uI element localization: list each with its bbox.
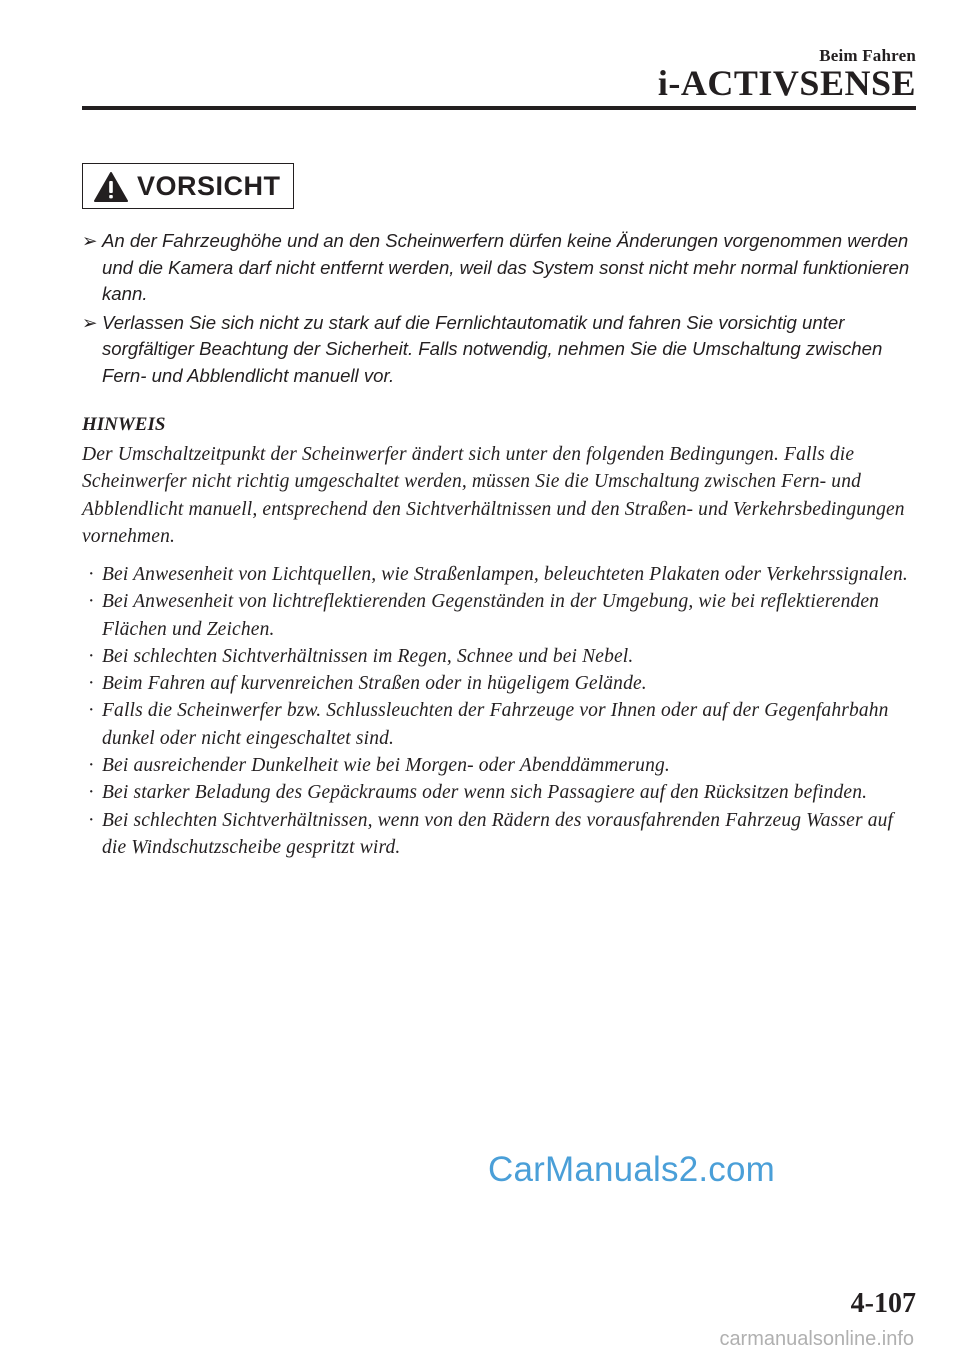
- page-number: 4-107: [850, 1288, 916, 1319]
- note-title: HINWEIS: [82, 414, 166, 435]
- section-title: Beim Fahren: [819, 46, 916, 65]
- condition-item: [82, 561, 912, 588]
- condition-text: Bei starker Beladung des Gepäckraums oder wenn sich Passagiere auf den Rücksitzen befinden.: [102, 782, 868, 804]
- dot-bullet-icon: ·: [88, 564, 95, 585]
- warning-triangle-icon: [93, 171, 129, 203]
- condition-item: [82, 588, 912, 643]
- condition-item: [82, 752, 912, 779]
- condition-text: Falls die Scheinwerfer bzw. Schlussleuchten der Fahrzeuge vor Ihnen oder auf der Gegenfahrbahn dunkel oder nicht eingeschaltet sind.: [102, 700, 889, 749]
- dot-bullet-icon: ·: [88, 591, 95, 613]
- condition-item: [82, 779, 912, 806]
- header-rule: [82, 106, 916, 110]
- condition-text: Bei Anwesenheit von Lichtquellen, wie Straßenlampen, beleuchteten Plakaten oder Verkehrssignalen.: [102, 564, 908, 585]
- caution-label: VORSICHT: [137, 170, 281, 201]
- arrow-bullet-icon: ➢: [82, 230, 98, 251]
- condition-item: [82, 643, 912, 670]
- watermark: CarManuals2.com: [488, 1150, 775, 1189]
- dot-bullet-icon: ·: [88, 673, 95, 695]
- caution-item: [82, 310, 912, 390]
- caution-item: [82, 228, 912, 308]
- condition-text: Bei ausreichender Dunkelheit wie bei Morgen- oder Abenddämmerung.: [102, 755, 670, 777]
- caution-heading: [82, 163, 294, 209]
- dot-bullet-icon: ·: [88, 782, 95, 804]
- dot-bullet-icon: ·: [88, 755, 95, 777]
- dot-bullet-icon: ·: [88, 645, 95, 667]
- condition-text: Bei schlechten Sichtverhältnissen im Regen, Schnee und bei Nebel.: [102, 645, 634, 667]
- dot-bullet-icon: ·: [88, 700, 95, 722]
- chapter-title: i-ACTIVSENSE: [657, 63, 916, 103]
- caution-list: [82, 228, 912, 391]
- condition-item: [82, 697, 912, 752]
- condition-list: [82, 561, 912, 861]
- condition-text: Beim Fahren auf kurvenreichen Straßen oder in hügeligem Gelände.: [102, 673, 647, 695]
- condition-item: [82, 670, 912, 697]
- arrow-bullet-icon: ➢: [82, 311, 98, 333]
- caution-item-text: Verlassen Sie sich nicht zu stark auf die Fernlichtautomatik und fahren Sie vorsichtig unter sorgfältiger Beachtung der Sicherheit. Falls notwendig, nehmen Sie die Umschaltung zwischen Fern- und Abblendlicht manuell vor.: [102, 311, 883, 386]
- note-text: Der Umschaltzeitpunkt der Scheinwerfer ändert sich unter den folgenden Bedingungen. Falls die Scheinwerfer nicht richtig umgeschaltet werden, müssen Sie die Umschaltung zwischen Fern- und Abblendlicht manuell, entsprechend den Sichtverhältnissen und den Straßen- und Verkehrsbedingungen vornehmen.: [82, 444, 905, 547]
- footer-link[interactable]: carmanualsonline.info: [719, 1328, 914, 1350]
- condition-item: [82, 807, 912, 862]
- dot-bullet-icon: ·: [88, 809, 95, 831]
- condition-text: Bei Anwesenheit von lichtreflektierenden Gegenständen in der Umgebung, wie bei reflektierenden Flächen und Zeichen.: [102, 591, 880, 640]
- caution-item-text: An der Fahrzeughöhe und an den Scheinwerfern dürfen keine Änderungen vorgenommen werden und die Kamera darf nicht entfernt werden, weil das System sonst nicht mehr normal funktionieren kann.: [102, 230, 910, 304]
- condition-text: Bei schlechten Sichtverhältnissen, wenn von den Rädern des vorausfahrenden Fahrzeug Wasser auf die Windschutzscheibe gespritzt wird.: [102, 809, 894, 858]
